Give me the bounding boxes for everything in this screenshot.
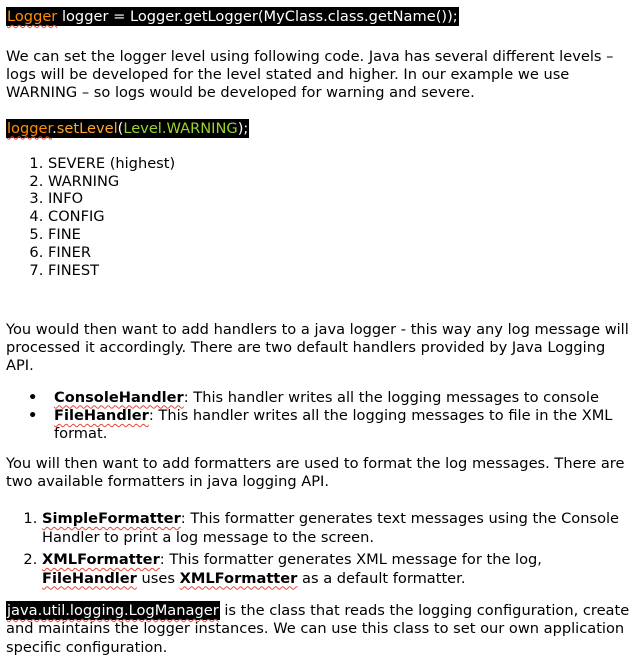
formatter-desc-xml-b: uses — [136, 569, 180, 587]
list-item-level: 5. FINE — [48, 226, 634, 244]
handler-name-file: FileHandler — [54, 406, 149, 424]
code-method-setlevel: setLevel — [56, 119, 118, 137]
bullet-icon: • — [28, 388, 38, 406]
formatter-desc-xml-c: as a default formatter. — [297, 569, 466, 587]
code-type-logger: Logger — [7, 8, 58, 25]
handlers-list — [6, 389, 634, 444]
list-item-level: 6. FINER — [48, 244, 634, 262]
code-obj-logger: logger — [7, 119, 53, 137]
code-equals: = — [108, 8, 130, 25]
handler-desc-file: : This handler writes all the logging messages to file in the XML format. — [54, 406, 613, 443]
document-page — [6, 7, 634, 657]
paragraph-logmanager — [6, 601, 634, 657]
list-item-level: 2. WARNING — [48, 173, 634, 191]
list-item-file-handler — [28, 406, 634, 444]
handler-name-console: ConsoleHandler — [54, 388, 184, 406]
list-item-level: 1. SEVERE (highest) — [48, 155, 634, 173]
formatter-ref-filehandler: FileHandler — [42, 569, 137, 587]
code-field-level-warning: Level.WARNING — [123, 119, 238, 137]
code-dot: . — [52, 119, 57, 137]
list-item-simple-formatter — [42, 510, 634, 547]
code-get-logger-call: Logger.getLogger(MyClass.class.getName()); — [129, 8, 458, 25]
formatters-list — [6, 510, 634, 588]
paragraph-handlers: You would then want to add handlers to a java logger - this way any log message will processed it accordingly. There are two default handlers provided by Java Logging API. — [6, 320, 629, 375]
formatter-name-xml: XMLFormatter — [42, 551, 160, 569]
code-logmanager — [6, 601, 220, 620]
formatter-desc-simple: : This formatter generates text messages using the Console Handler to print a log message to the screen. — [42, 510, 620, 546]
list-item-level: 4. CONFIG — [48, 208, 634, 226]
handler-desc-console: : This handler writes all the logging messages to console — [183, 388, 599, 406]
formatter-ref-xmlformatter: XMLFormatter — [179, 569, 298, 587]
list-item-level: 7. FINEST — [48, 262, 634, 280]
levels-list — [6, 155, 634, 280]
formatter-desc-xml-a: : This formatter generates XML message for the log, — [159, 551, 542, 569]
formatter-name-simple: SimpleFormatter — [42, 510, 181, 528]
code-line-get-logger — [6, 7, 459, 26]
code-logmanager-text: java.util.logging.LogManager — [7, 602, 219, 620]
paragraph-formatters: You will then want to add formatters are used to format the log messages. There are two available formatters in java logging API. — [6, 454, 625, 490]
code-var-logger: logger — [61, 8, 109, 25]
list-item-level: 3. INFO — [48, 190, 634, 208]
code-open-paren: ( — [117, 119, 124, 137]
code-line-set-level — [6, 119, 249, 138]
list-item-xml-formatter — [42, 551, 634, 588]
paragraph-logger-level: We can set the logger level using following code. Java has several different levels – logs will be developed for the level stated and higher. In our example we use WARNING – so logs would be developed for warning and severe. — [6, 48, 614, 102]
bullet-icon: • — [28, 406, 38, 424]
code-close: ); — [237, 119, 249, 137]
list-item-console-handler — [28, 388, 634, 407]
paragraph-logmanager-text: is the class that reads the logging configuration, create and maintains the logger instances. We can use this class to set our own application specific configuration. — [6, 602, 630, 656]
